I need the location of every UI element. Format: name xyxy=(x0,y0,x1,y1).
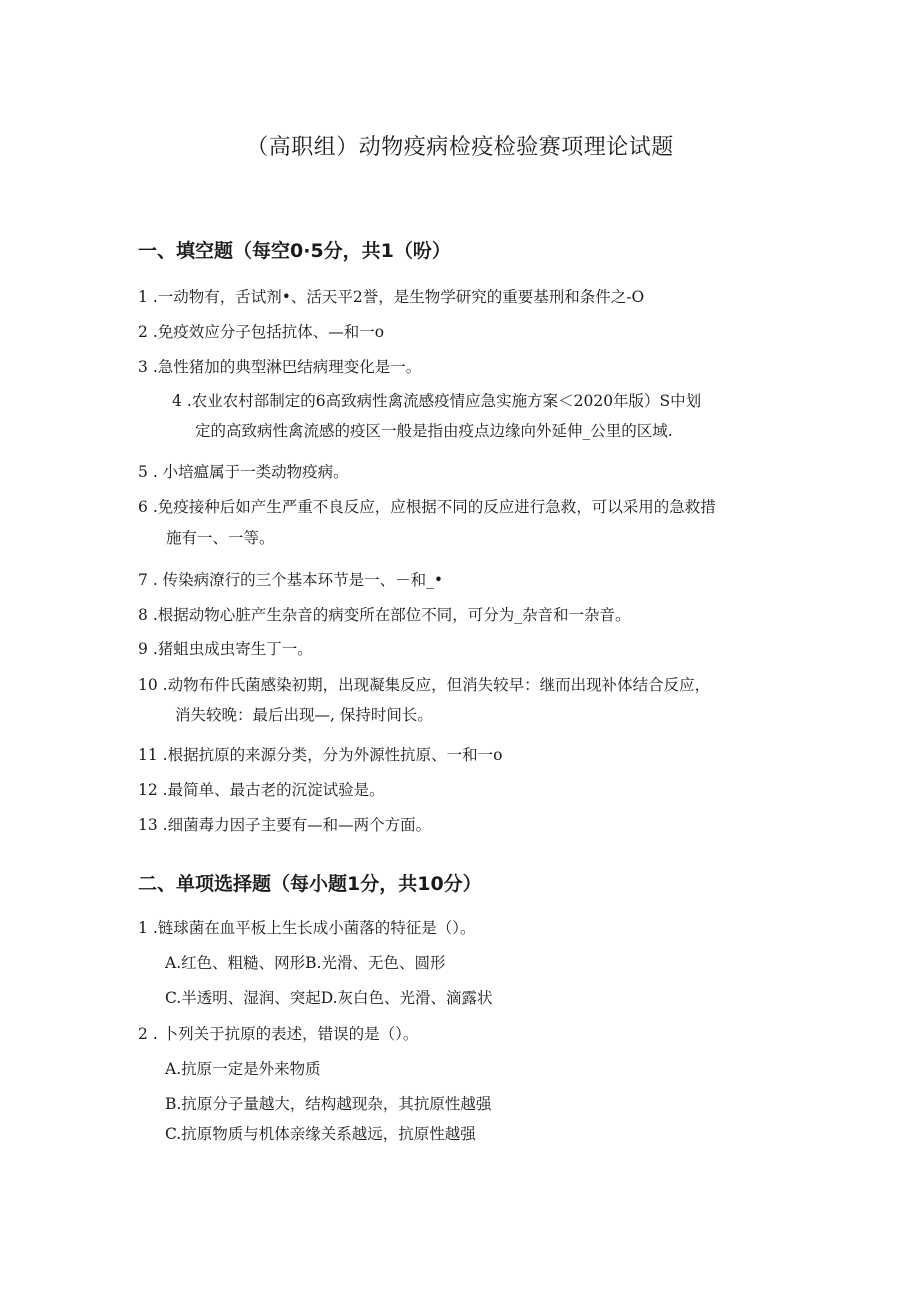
question-number: 8 xyxy=(138,606,148,624)
choice-options-cd: C.半透明、湿润、突起D.灰白色、光滑、滴露状 xyxy=(165,989,493,1007)
question-number: 2 xyxy=(138,323,148,341)
fill-question-12 xyxy=(138,780,385,800)
question-number: 6 xyxy=(138,498,148,516)
fill-question-4 xyxy=(172,391,701,411)
fill-question-3 xyxy=(138,357,421,377)
question-text: . 小培瘟属于一类动物疫病。 xyxy=(152,463,349,481)
choice-option-a: A.抗原一定是外来物质 xyxy=(165,1060,321,1078)
question-text: .根据动物心脏产生杂音的病变所在部位不同，可分为_杂音和一杂音。 xyxy=(152,606,631,624)
question-text: .免疫接种后如产生严重不良反应，应根据不同的反应进行急救，可以采用的急救措 xyxy=(152,498,716,516)
fill-question-7 xyxy=(138,570,443,590)
question-text: .猪蛆虫成虫寄生丁一。 xyxy=(152,640,313,658)
question-number: 13 xyxy=(138,816,158,834)
question-number: 1 xyxy=(138,288,148,306)
question-text: .细菌毒力因子主要有—和—两个方面。 xyxy=(162,816,432,834)
fill-question-6 xyxy=(138,497,716,517)
question-text: .一动物有，舌试剂•、活天平2誉，是生物学研究的重要基刑和条件之-O xyxy=(152,288,645,306)
question-number: 10 xyxy=(138,676,158,694)
choice-option-c: C.抗原物质与机体亲缘关系越远，抗原性越强 xyxy=(165,1125,476,1143)
fill-question-1 xyxy=(138,287,644,307)
question-text: .根据抗原的来源分类，分为外源性抗原、一和一o xyxy=(162,746,503,764)
fill-question-10-continued: 消失较晚：最后出现—, 保持时间长。 xyxy=(175,706,433,724)
question-text: . 传染病潦行的三个基本环节是一、－和_• xyxy=(152,571,444,589)
section-1-heading: 一、填空题（每空0·5分，共1（吩） xyxy=(138,240,451,262)
question-number: 1 xyxy=(138,919,148,937)
question-number: 2 xyxy=(138,1025,148,1043)
question-number: 12 xyxy=(138,781,158,799)
question-text: .链球菌在血平板上生长成小菌落的特征是（）。 xyxy=(152,919,476,937)
choice-option-b: B.抗原分子量越大，结构越现杂，其抗原性越强 xyxy=(165,1095,492,1113)
question-text: .最简单、最古老的沉淀试验是。 xyxy=(162,781,385,799)
fill-question-9 xyxy=(138,639,313,659)
question-number: 4 xyxy=(172,392,182,410)
question-number: 7 xyxy=(138,571,148,589)
fill-question-2 xyxy=(138,322,384,342)
choice-question-2 xyxy=(138,1024,418,1044)
fill-question-6-continued: 施有一、一等。 xyxy=(166,529,275,547)
question-number: 11 xyxy=(138,746,158,764)
section-2-heading: 二、单项选择题（每小题1分，共10分） xyxy=(138,873,482,895)
choice-options-ab: A.红色、粗糙、网形B.光滑、无色、圆形 xyxy=(165,954,446,972)
question-number: 5 xyxy=(138,463,148,481)
fill-question-13 xyxy=(138,815,431,835)
question-text: .急性猪加的典型淋巴结病理变化是一。 xyxy=(152,358,422,376)
question-text: .农业农村部制定的6高致病性禽流感疫情应急实施方案＜2020年版）S中划 xyxy=(186,392,702,410)
question-text: .免疫效应分子包括抗体、—和一o xyxy=(152,323,385,341)
choice-question-1 xyxy=(138,918,476,938)
fill-question-8 xyxy=(138,605,631,625)
fill-question-4-continued: 定的高致病性禽流感的疫区一般是指由疫点边缘向外延伸_公里的区域. xyxy=(195,422,673,440)
question-number: 3 xyxy=(138,358,148,376)
question-number: 9 xyxy=(138,640,148,658)
fill-question-11 xyxy=(138,745,502,765)
fill-question-10 xyxy=(138,675,710,695)
question-text: .动物布件氏菌感染初期，出现凝集反应，但消失较早：继而出现补体结合反应， xyxy=(162,676,711,694)
fill-question-5 xyxy=(138,462,349,482)
question-text: . 卜列关于抗原的表述，错误的是（）。 xyxy=(152,1025,419,1043)
page-title: （高职组）动物疫病检疫检验赛项理论试题 xyxy=(246,135,674,160)
